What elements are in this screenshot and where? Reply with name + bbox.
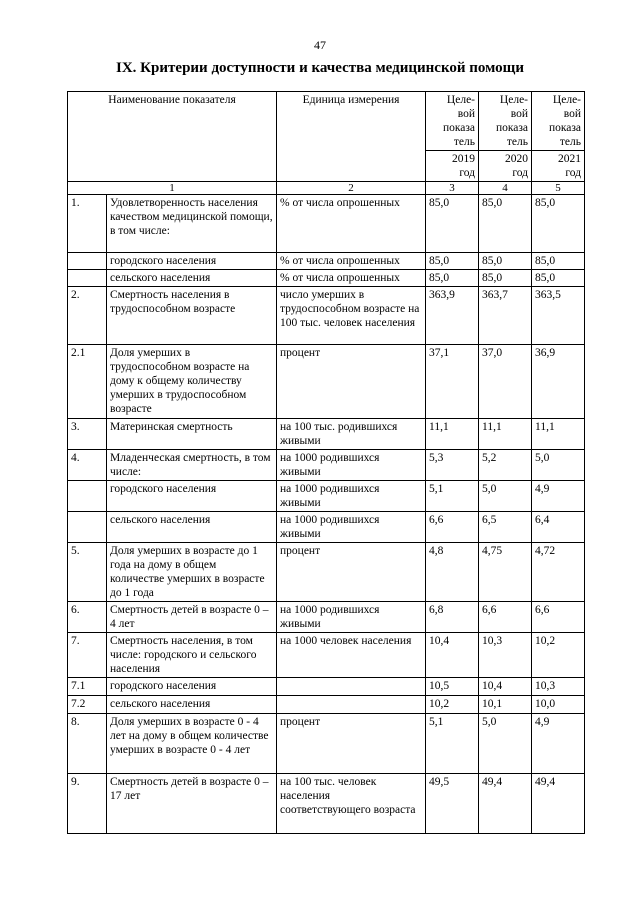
indicator-name: Доля умерших в возрасте до 1 года на дому в общем количестве умерших в возрасте до 1 года — [107, 543, 277, 602]
table-row — [68, 195, 585, 253]
value-2020: 10,1 — [479, 696, 532, 714]
header-target-2021: Целе- вой показа тель — [532, 92, 585, 151]
table-row — [68, 287, 585, 345]
value-2019: 85,0 — [426, 253, 479, 270]
header-year-2021: 2021 год — [532, 151, 585, 182]
column-number-row — [68, 182, 585, 195]
value-2020: 363,7 — [479, 287, 532, 345]
row-number: 6. — [68, 602, 107, 633]
table-row — [68, 419, 585, 450]
value-2020: 49,4 — [479, 774, 532, 834]
row-number: 9. — [68, 774, 107, 834]
value-2021: 11,1 — [532, 419, 585, 450]
value-2020: 85,0 — [479, 195, 532, 253]
value-2020: 5,0 — [479, 481, 532, 512]
unit-of-measure: на 1000 родившихся живыми — [277, 602, 426, 633]
unit-of-measure: на 100 тыс. родившихся живыми — [277, 419, 426, 450]
value-2021: 4,9 — [532, 481, 585, 512]
value-2021: 4,72 — [532, 543, 585, 602]
column-number-5: 5 — [532, 182, 585, 195]
row-number: 7. — [68, 633, 107, 678]
page-number: 47 — [314, 38, 326, 52]
value-2021: 6,6 — [532, 602, 585, 633]
row-number — [68, 253, 107, 270]
value-2021: 49,4 — [532, 774, 585, 834]
header-year-2020: 2020 год — [479, 151, 532, 182]
table-row — [68, 345, 585, 419]
row-number — [68, 270, 107, 287]
value-2019: 10,5 — [426, 678, 479, 696]
page-title: IX. Критерии доступности и качества медицинской помощи — [116, 60, 524, 76]
value-2019: 363,9 — [426, 287, 479, 345]
value-2019: 85,0 — [426, 270, 479, 287]
row-number: 3. — [68, 419, 107, 450]
indicator-name: городского населения — [107, 678, 277, 696]
indicator-name: сельского населения — [107, 696, 277, 714]
value-2020: 6,5 — [479, 512, 532, 543]
value-2019: 5,1 — [426, 714, 479, 774]
unit-of-measure: число умерших в трудоспособном возрасте на 100 тыс. человек населения — [277, 287, 426, 345]
value-2021: 85,0 — [532, 270, 585, 287]
header-year-2019: 2019 год — [426, 151, 479, 182]
indicator-name: Материнская смертность — [107, 419, 277, 450]
table-row — [68, 543, 585, 602]
table-row — [68, 602, 585, 633]
value-2019: 85,0 — [426, 195, 479, 253]
table-row — [68, 450, 585, 481]
value-2020: 10,4 — [479, 678, 532, 696]
row-number: 4. — [68, 450, 107, 481]
unit-of-measure: процент — [277, 714, 426, 774]
value-2019: 10,2 — [426, 696, 479, 714]
row-number: 7.2 — [68, 696, 107, 714]
unit-of-measure: процент — [277, 345, 426, 419]
value-2020: 4,75 — [479, 543, 532, 602]
value-2019: 10,4 — [426, 633, 479, 678]
value-2021: 85,0 — [532, 253, 585, 270]
row-number: 2.1 — [68, 345, 107, 419]
value-2021: 85,0 — [532, 195, 585, 253]
indicator-name: Смертность детей в возрасте 0 – 4 лет — [107, 602, 277, 633]
value-2021: 363,5 — [532, 287, 585, 345]
table-header — [68, 92, 585, 195]
unit-of-measure: на 1000 родившихся живыми — [277, 481, 426, 512]
unit-of-measure: на 1000 человек населения — [277, 633, 426, 678]
header-target-2019: Целе- вой показа тель — [426, 92, 479, 151]
indicator-name: городского населения — [107, 253, 277, 270]
unit-of-measure: на 1000 родившихся живыми — [277, 450, 426, 481]
value-2020: 37,0 — [479, 345, 532, 419]
criteria-table — [67, 91, 585, 834]
table-row — [68, 678, 585, 696]
value-2021: 10,2 — [532, 633, 585, 678]
value-2019: 49,5 — [426, 774, 479, 834]
table-row — [68, 481, 585, 512]
value-2019: 11,1 — [426, 419, 479, 450]
table-row — [68, 714, 585, 774]
table-row — [68, 633, 585, 678]
unit-of-measure: % от числа опрошенных — [277, 270, 426, 287]
row-number: 8. — [68, 714, 107, 774]
indicator-name: сельского населения — [107, 512, 277, 543]
value-2021: 10,0 — [532, 696, 585, 714]
table-row — [68, 253, 585, 270]
column-number-2: 2 — [277, 182, 426, 195]
indicator-name: сельского населения — [107, 270, 277, 287]
table-row — [68, 512, 585, 543]
value-2020: 11,1 — [479, 419, 532, 450]
indicator-name: Смертность населения, в том числе: городского и сельского населения — [107, 633, 277, 678]
indicator-name: городского населения — [107, 481, 277, 512]
row-number: 7.1 — [68, 678, 107, 696]
value-2019: 5,3 — [426, 450, 479, 481]
value-2021: 4,9 — [532, 714, 585, 774]
value-2021: 10,3 — [532, 678, 585, 696]
value-2020: 6,6 — [479, 602, 532, 633]
indicator-name: Младенческая смертность, в том числе: — [107, 450, 277, 481]
value-2020: 5,2 — [479, 450, 532, 481]
value-2020: 5,0 — [479, 714, 532, 774]
unit-of-measure: процент — [277, 543, 426, 602]
table-body — [68, 195, 585, 834]
row-number — [68, 512, 107, 543]
column-number-1: 1 — [68, 182, 277, 195]
column-number-4: 4 — [479, 182, 532, 195]
indicator-name: Смертность детей в возрасте 0 – 17 лет — [107, 774, 277, 834]
value-2021: 5,0 — [532, 450, 585, 481]
value-2019: 37,1 — [426, 345, 479, 419]
header-indicator: Наименование показателя — [68, 92, 277, 182]
row-number: 1. — [68, 195, 107, 253]
indicator-name: Смертность населения в трудоспособном возрасте — [107, 287, 277, 345]
value-2019: 4,8 — [426, 543, 479, 602]
unit-of-measure — [277, 678, 426, 696]
indicator-name: Доля умерших в трудоспособном возрасте на дому к общему количеству умерших в трудоспособном возрасте — [107, 345, 277, 419]
unit-of-measure: % от числа опрошенных — [277, 195, 426, 253]
value-2019: 6,8 — [426, 602, 479, 633]
value-2021: 36,9 — [532, 345, 585, 419]
value-2020: 85,0 — [479, 253, 532, 270]
table-row — [68, 270, 585, 287]
value-2019: 6,6 — [426, 512, 479, 543]
unit-of-measure: на 1000 родившихся живыми — [277, 512, 426, 543]
indicator-name: Доля умерших в возрасте 0 - 4 лет на дому в общем количестве умерших в возрасте 0 - 4 лет — [107, 714, 277, 774]
table-row — [68, 696, 585, 714]
column-number-3: 3 — [426, 182, 479, 195]
table-row — [68, 774, 585, 834]
indicator-name: Удовлетворенность населения качеством медицинской помощи, в том числе: — [107, 195, 277, 253]
value-2020: 10,3 — [479, 633, 532, 678]
row-number: 5. — [68, 543, 107, 602]
value-2021: 6,4 — [532, 512, 585, 543]
unit-of-measure — [277, 696, 426, 714]
header-unit: Единица измерения — [277, 92, 426, 182]
value-2020: 85,0 — [479, 270, 532, 287]
value-2019: 5,1 — [426, 481, 479, 512]
header-target-2020: Целе- вой показа тель — [479, 92, 532, 151]
row-number: 2. — [68, 287, 107, 345]
unit-of-measure: на 100 тыс. человек населения соответствующего возраста — [277, 774, 426, 834]
unit-of-measure: % от числа опрошенных — [277, 253, 426, 270]
row-number — [68, 481, 107, 512]
